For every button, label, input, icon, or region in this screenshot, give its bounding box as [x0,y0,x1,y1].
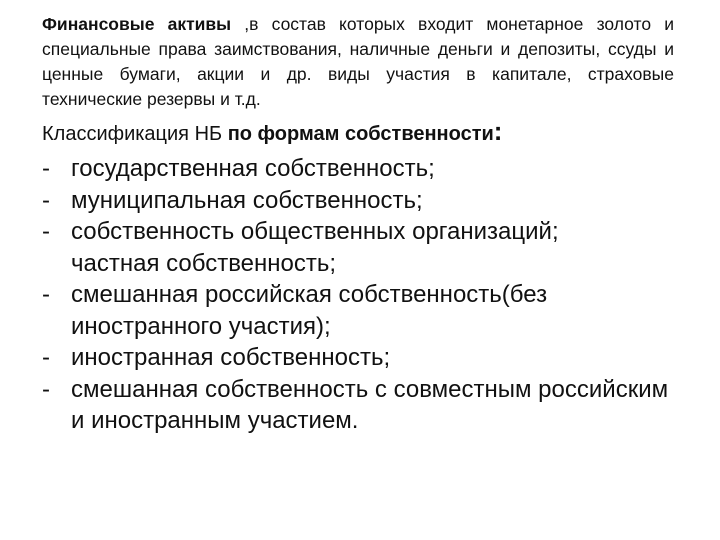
bullet-dash: - [42,375,50,403]
classification-prefix: Классификация НБ [42,123,228,145]
list-item [42,216,674,248]
bullet-dash: - [42,155,50,182]
bullet-dash: - [42,186,50,214]
bullet-dash: - [42,344,50,371]
list-item [42,248,674,280]
intro-term: Финансовые активы [42,14,232,34]
slide-content [42,12,674,437]
list-item-text: частная собственность; [71,249,337,277]
intro-paragraph [42,12,674,112]
list-item [42,342,674,374]
list-item-text: иностранная собственность; [71,344,391,371]
classification-colon: : [493,116,503,146]
bullet-dash: - [42,281,50,308]
list-item [42,374,674,437]
list-item-text: государственная собственность; [71,155,435,182]
list-item-text: собственность общественных организаций; [71,218,559,245]
list-item-text: смешанная российская собственность(без иностранного участия); [71,281,548,340]
list-item [42,185,674,217]
intro-text: ,в состав которых входит монетарное золото и специальные права заимствования, наличные деньги и депозиты, ссуды и ценные бумаги, акции и др. виды участия в капитале, страховые технические резервы и т.д. [42,14,674,109]
classification-heading [42,118,674,147]
bullet-dash: - [42,218,50,245]
list-item [42,279,674,342]
list-item-text: муниципальная собственность; [71,186,423,214]
list-item [42,153,674,185]
ownership-forms-list [42,153,674,437]
classification-emphasis: по формам собственности [227,123,494,145]
list-item-text: смешанная собственность с совместным российским и иностранным участием. [71,375,669,434]
